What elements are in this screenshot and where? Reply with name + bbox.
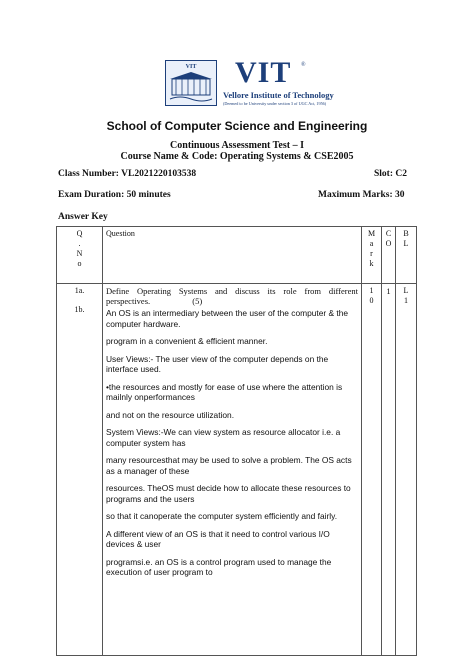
- header-co-char: C: [385, 229, 392, 238]
- school-title: School of Computer Science and Engineering: [106, 119, 368, 133]
- header-bl-char: L: [403, 239, 409, 248]
- header-marks-char: M: [367, 229, 376, 238]
- maximum-marks: Maximum Marks: 30: [318, 190, 405, 200]
- header-bl: [396, 227, 417, 284]
- header-qno-char: Q: [76, 229, 83, 238]
- course-title: Course Name & Code: Operating Systems & CSE2005: [120, 151, 354, 162]
- question-number-a: 1a.: [74, 286, 85, 295]
- answer-paragraph: System Views:-We can view system as resource allocator i.e. a computer system has: [106, 427, 341, 448]
- exam-duration: Exam Duration: 50 minutes: [58, 190, 171, 200]
- answer-key-heading: Answer Key: [58, 212, 108, 222]
- vit-crest-emblem: [165, 60, 217, 106]
- header-marks-char: r: [370, 249, 373, 258]
- marks-digit: 1: [369, 286, 374, 295]
- question-marks: (5): [192, 296, 203, 306]
- marks-digit: 0: [369, 296, 374, 305]
- question-answer-cell: [103, 284, 362, 656]
- header-co: [382, 227, 396, 284]
- answer-paragraph: program in a convenient & efficient manner.: [106, 336, 268, 346]
- test-title: Continuous Assessment Test – I: [170, 140, 304, 151]
- class-number: Class Number: VL2021220103538: [58, 169, 197, 179]
- logo-deemed-text: (Deemed to be University under section 3 of UGC Act, 1956): [223, 101, 327, 106]
- vit-logo: [165, 56, 334, 108]
- bl-cell: [396, 284, 417, 656]
- slot: Slot: C2: [374, 169, 407, 179]
- header-co-char: O: [385, 239, 392, 248]
- bl-char: L: [403, 286, 409, 295]
- answer-paragraph: An OS is an intermediary between the user of the computer & the computer hardware.: [106, 308, 349, 329]
- answer-paragraph: many resourcesthat may be used to solve a problem. The OS acts as a manager of these: [106, 455, 352, 476]
- marks-cell: [362, 284, 382, 656]
- bl-char: 1: [404, 296, 408, 305]
- header-marks: [362, 227, 382, 284]
- logo-institute-name: Vellore Institute of Technology: [223, 90, 334, 100]
- header-qno-char: o: [77, 259, 82, 268]
- answer-paragraph: resources. TheOS must decide how to allocate these resources to programs and the users: [106, 483, 351, 504]
- answer-paragraph: so that it canoperate the computer system efficiently and fairly.: [106, 511, 338, 521]
- question-text: [106, 286, 358, 306]
- question-body: Define Operating Systems and discuss its role from different perspectives.: [106, 286, 358, 306]
- header-marks-char: a: [369, 239, 374, 248]
- header-qno-char: .: [78, 239, 81, 248]
- answer-paragraph: User Views:- The user view of the computer depends on the interface used.: [106, 353, 329, 374]
- answer-key-table: [56, 226, 417, 656]
- table-row: [57, 284, 417, 656]
- logo-wordmark: VIT: [235, 56, 292, 89]
- crest-text: VIT: [185, 64, 197, 70]
- answer-paragraph: and not on the resource utilization.: [106, 409, 235, 420]
- header-bl-char: B: [403, 229, 409, 238]
- answer-paragraph: programsi.e. an OS is a control program used to manage the execution of user program to: [106, 556, 332, 577]
- answer-text: [106, 308, 358, 578]
- co-cell: 1: [382, 284, 396, 656]
- crest-building-icon: [168, 71, 214, 103]
- question-number-b: 1b.: [74, 305, 85, 314]
- header-marks-char: k: [369, 259, 374, 268]
- logo-registered-mark: ®: [301, 62, 306, 68]
- table-header-row: [57, 227, 417, 284]
- header-qno-char: N: [76, 249, 83, 258]
- question-number-cell: [57, 284, 103, 656]
- header-qno: [57, 227, 103, 284]
- answer-paragraph: •the resources and mostly for ease of use where the attention is mailnly onperformances: [106, 381, 343, 402]
- header-question: Question: [103, 227, 362, 284]
- answer-paragraph: A different view of an OS is that it need to control various I/O devices & user: [106, 528, 330, 549]
